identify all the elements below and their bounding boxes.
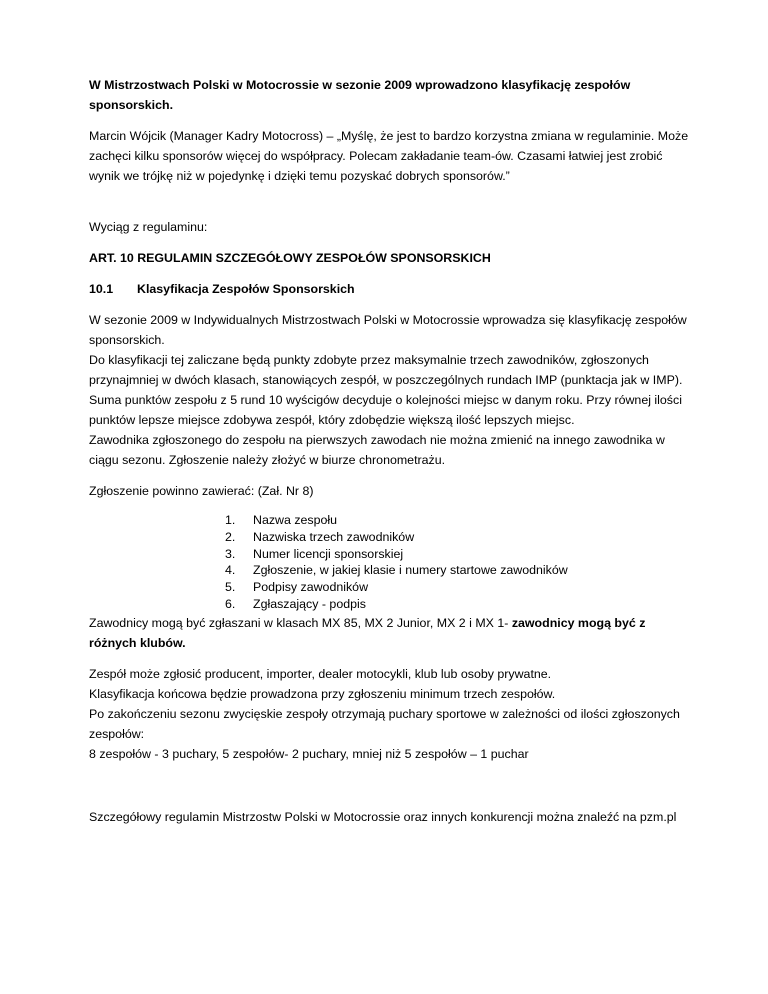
list-item: 4. Zgłoszenie, w jakiej klasie i numery startowe zawodników [225,563,568,578]
article-heading: ART. 10 REGULAMIN SZCZEGÓŁOWY ZESPOŁÓW SPONSORSKICH [89,251,491,265]
excerpt-label: Wyciąg z regulaminu: [89,220,208,234]
rule-paragraph: Zawodnika zgłoszonego do zespołu na pierwszych zawodach nie można zmienić na innego zawodnika w ciągu sezonu. Zgłoszenie należy złożyć w biurze chronometrażu. [89,433,665,467]
classification-paragraph: Zespół może zgłosić producent, importer, dealer motocykli, klub lub osoby prywatne. [89,666,552,681]
footer-note: Szczegółowy regulamin Mistrzostw Polski w Motocrossie oraz innych konkurencji można znaleźć na pzm.pl [89,809,677,824]
classification-paragraph: Po zakończeniu sezonu zwycięskie zespoły otrzymają puchary sportowe w zależności od ilości zgłoszonych zespołów: [89,706,680,741]
list-item: 2. Nazwiska trzech zawodników [225,529,415,544]
rule-paragraph: Suma punktów zespołu z 5 rund 10 wyścigów decyduje o kolejności miejsc w danym roku. Przy równej ilości punktów lepsze miejsce zdobywa zespół, który zdobędzie większą ilość lepszych miejsc. [89,393,682,427]
list-item: 5. Podpisy zawodników [225,580,369,595]
list-item: 6. Zgłaszający - podpis [225,596,366,611]
classes-text: Zawodnicy mogą być zgłaszani w klasach MX 85, MX 2 Junior, MX 2 i MX 1- [89,615,512,630]
application-intro: Zgłoszenie powinno zawierać: (Zał. Nr 8) [89,484,314,498]
document-title: W Mistrzostwach Polski w Motocrossie w sezonie 2009 wprowadzono klasyfikację zespołów sponsorskich. [89,78,631,112]
rule-paragraph: Do klasyfikacji tej zaliczane będą punkty zdobyte przez maksymalnie trzech zawodników, zgłoszonych przynajmniej w dwóch klasach, stanowiących zespół, w poszczególnych rundach IMP (punktacja jak w IMP). [89,353,683,387]
classification-paragraph: 8 zespołów - 3 puchary, 5 zespołów- 2 puchary, mniej niż 5 zespołów – 1 puchar [89,746,529,761]
quote-paragraph: Marcin Wójcik (Manager Kadry Motocross) – „Myślę, że jest to bardzo korzystna zmiana w regulaminie. Może zachęci kilku sponsorów więcej do współpracy. Polecam zakładanie team-ów. Czasami łatwiej jest zrobić wynik we trójkę niż w pojedynkę i dzięki temu pozyskać dobrych sponsorów.” [89,129,689,183]
section-number: 10.1 [89,282,114,296]
list-item: 3. Numer licencji sponsorskiej [225,546,404,561]
section-title: Klasyfikacja Zespołów Sponsorskich [137,282,355,296]
classification-block [89,664,689,764]
classes-paragraph [89,613,689,653]
list-item: 1. Nazwa zespołu [225,513,338,527]
section-heading [89,279,689,299]
classes-bold-text: zawodnicy mogą być z różnych klubów. [89,615,646,650]
classification-paragraph: Klasyfikacja końcowa będzie prowadzona przy zgłoszeniu minimum trzech zespołów. [89,686,556,701]
application-requirements-list [89,512,689,613]
document-page [89,75,689,827]
rule-paragraph: W sezonie 2009 w Indywidualnych Mistrzostwach Polski w Motocrossie wprowadza się klasyfikację zespołów sponsorskich. [89,313,687,347]
rules-block [89,310,689,470]
